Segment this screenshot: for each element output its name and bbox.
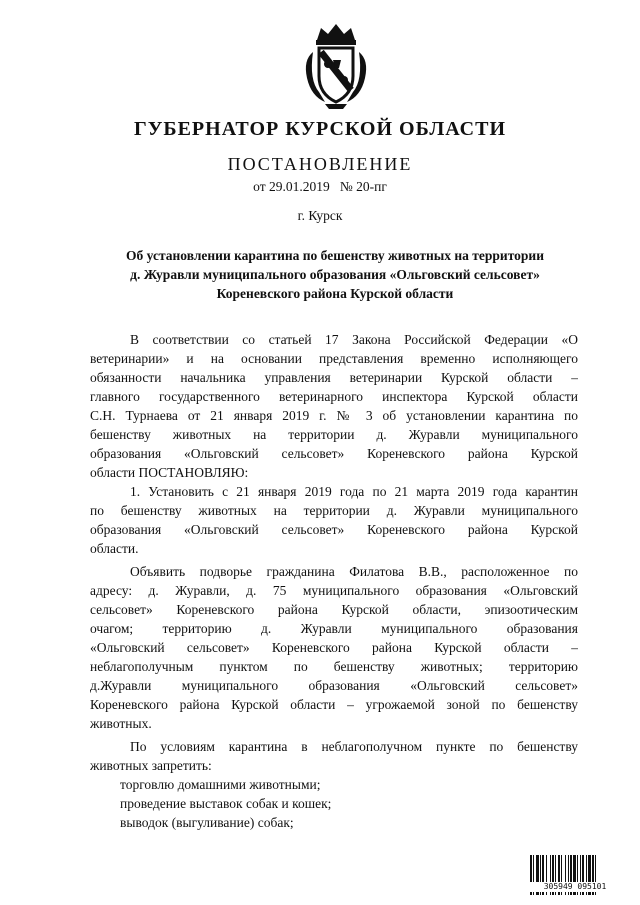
text-line: сельсовет» Кореневского района Курской области, эпизоотическим [90, 602, 578, 617]
text-line: Объявить подворье гражданина Филатова В.В., расположенное по [130, 564, 578, 579]
text-line: бешенству животных на территории д. Журавли муниципального [90, 427, 578, 442]
text-line: по бешенству животных на территории д. Журавли муниципального [90, 503, 578, 518]
document-type: ПОСТАНОВЛЕНИЕ [227, 154, 413, 174]
text-line: образования «Ольговский сельсовет» Кореневского района Курской [90, 446, 578, 461]
text-line: области ПОСТАНОВЛЯЮ: [90, 465, 249, 480]
document-date-number: от 29.01.2019 № 20-пг [253, 179, 387, 194]
text-line: Кореневского района Курской области – угрожаемой зоной по бешенству [90, 697, 578, 712]
document-city: г. Курск [297, 208, 343, 223]
text-line: очагом; территорию д. Журавли муниципального образования [90, 621, 578, 636]
kursk-coat-of-arms-icon [295, 20, 377, 110]
text-line: главного государственного ветеринарного инспектора Курской области [90, 389, 578, 404]
list-item: торговлю домашними животными; [120, 777, 321, 792]
text-line: животных. [90, 716, 152, 731]
text-line: неблагополучным пунктом по бешенству животных; территорию [90, 659, 578, 674]
paragraph [90, 482, 578, 558]
text-line: животных запретить: [90, 758, 212, 773]
heading-line: Об установлении карантина по бешенству животных на территории [126, 248, 544, 263]
text-line: По условиям карантина в неблагополучном пункте по бешенству [130, 739, 578, 754]
text-line: ветеринарии» и на основании представления временно исполняющего [90, 351, 578, 366]
paragraph [90, 330, 578, 482]
paragraph [90, 562, 578, 733]
document-heading [90, 246, 580, 303]
text-line: области. [90, 541, 139, 556]
prohibition-list [90, 775, 578, 832]
text-line: «Ольговский сельсовет» Кореневского района Курской области – [90, 640, 578, 655]
document-body [90, 330, 578, 832]
list-item: выводок (выгуливание) собак; [120, 815, 294, 830]
text-line: 1. Установить с 21 января 2019 года по 21 марта 2019 года карантин [130, 484, 578, 499]
paragraph [90, 737, 578, 775]
barcode-number: 305949 095101 [530, 882, 620, 892]
text-line: д.Журавли муниципального образования «Ольговский сельсовет» [90, 678, 578, 693]
text-line: адресу: д. Журавли, д. 75 муниципального образования «Ольговский [90, 583, 578, 598]
document-title: ГУБЕРНАТОР КУРСКОЙ ОБЛАСТИ [133, 118, 507, 140]
heading-line: д. Журавли муниципального образования «Ольговский сельсовет» [130, 267, 540, 282]
text-line: С.Н. Турнаева от 21 января 2019 г. № 3 об установлении карантина по [90, 408, 578, 423]
text-line: образования «Ольговский сельсовет» Кореневского района Курской [90, 522, 578, 537]
heading-line: Кореневского района Курской области [216, 286, 454, 301]
text-line: обязанности начальника управления ветеринарии Курской области – [90, 370, 578, 385]
list-item: проведение выставок собак и кошек; [120, 796, 332, 811]
text-line: В соответствии со статьей 17 Закона Российской Федерации «О [130, 332, 578, 347]
